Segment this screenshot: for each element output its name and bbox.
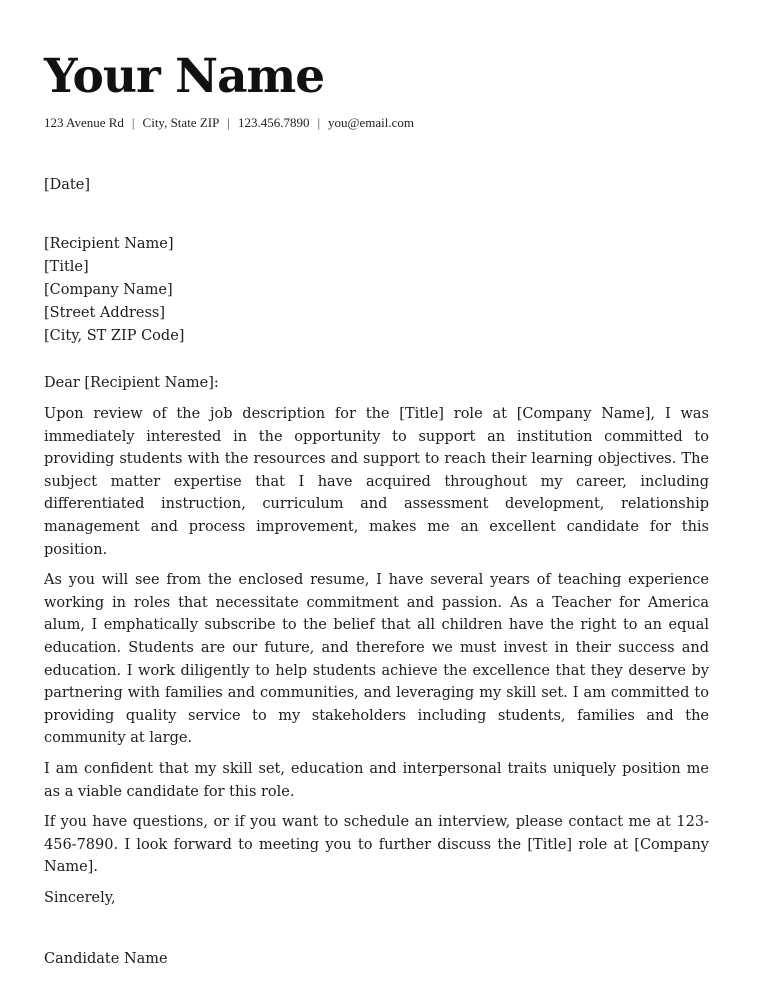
- signature-name: Candidate Name: [44, 950, 168, 967]
- contact-address: 123 Avenue Rd: [44, 115, 124, 130]
- recipient-company-placeholder: [Company Name]: [44, 282, 173, 298]
- contact-email: you@email.com: [328, 115, 415, 130]
- recipient-title-placeholder: [Title]: [44, 259, 89, 275]
- letter-paragraph-4: If you have questions, or if you want to schedule an interview, please contact me at 123-456-7890. I look forward to meeting you to further discuss the [Title] role at [Company Name].: [44, 814, 709, 876]
- contact-info-line: [44, 115, 709, 130]
- recipient-name-placeholder: [Recipient Name]: [44, 236, 174, 252]
- letter-paragraph-1: Upon review of the job description for the [Title] role at [Company Name], I was immediately interested in the opportunity to support an institution committed to providing students with the resources and support to reach their learning objectives. The subject matter expertise that I have acquired throughout my career, including differentiated instruction, curriculum and assessment development, relationship management and process improvement, makes me an excellent candidate for this position.: [44, 406, 709, 558]
- salutation: Dear [Recipient Name]:: [44, 375, 219, 391]
- recipient-street-placeholder: [Street Address]: [44, 305, 166, 321]
- candidate-name-heading: Your Name: [44, 49, 325, 104]
- recipient-city-zip-placeholder: [City, ST ZIP Code]: [44, 328, 185, 344]
- contact-separator: |: [317, 115, 321, 130]
- recipient-address-block: [44, 233, 709, 348]
- letter-paragraph-3: I am confident that my skill set, education and interpersonal traits uniquely position me as a viable candidate for this role.: [44, 760, 709, 800]
- contact-separator: |: [227, 115, 230, 130]
- letter-paragraph-2: As you will see from the enclosed resume, I have several years of teaching experience working in roles that necessitate commitment and passion. As a Teacher for America alum, I emphatically subscribe to the belief that all children have the right to an equal education. Students are our future, and therefore we must invest in their success and education. I work diligently to help students achieve the excellence that they deserve by partnering with families and communities, and leveraging my skill set. I am committed to providing quality service to my stakeholders including students, families and the community at large.: [44, 572, 709, 747]
- contact-city-state-zip: City, State ZIP: [142, 115, 220, 130]
- closing-salutation: Sincerely,: [44, 889, 116, 906]
- contact-phone: 123.456.7890: [237, 115, 310, 130]
- date-placeholder: [Date]: [44, 177, 90, 193]
- contact-separator: |: [131, 115, 135, 130]
